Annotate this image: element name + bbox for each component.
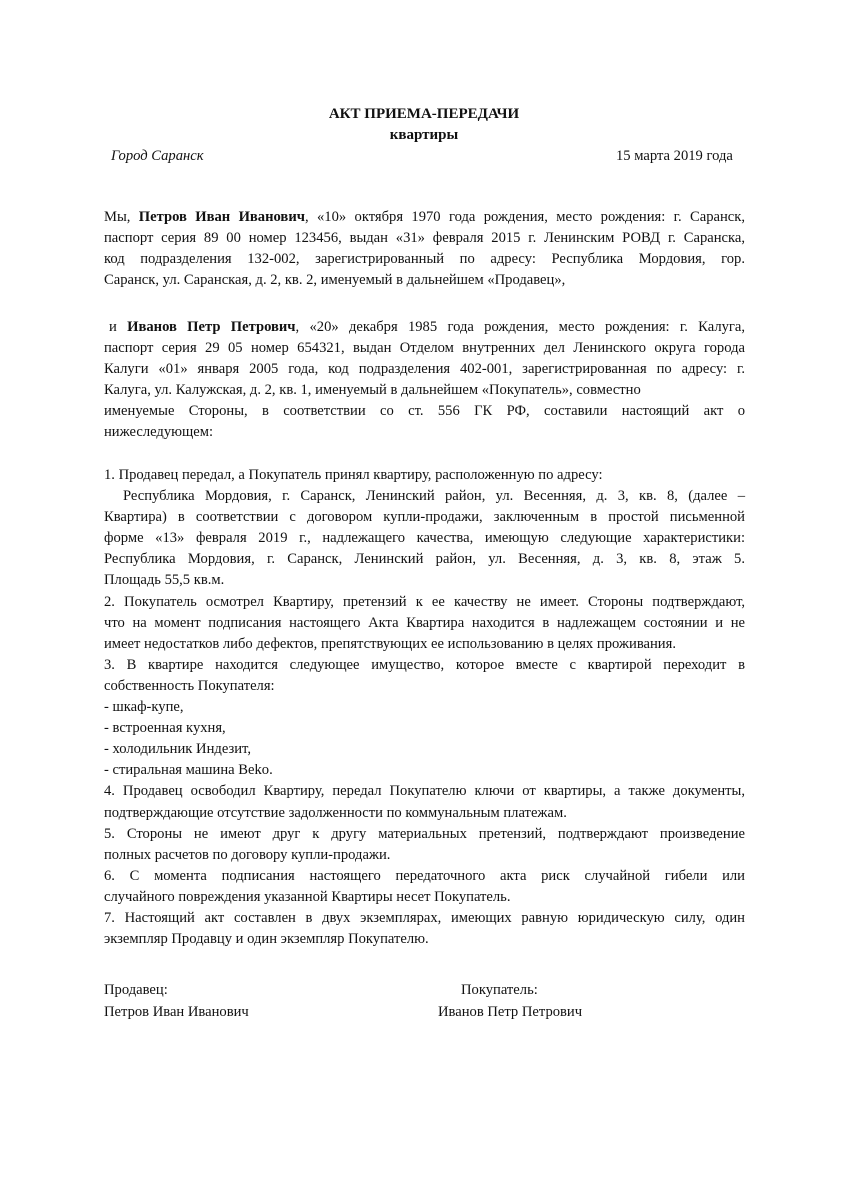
- seller-line-2: паспорт серия 89 00 номер 123456, выдан «31» февраля 2015 г. Ленинским РОВД г. Саранска,: [104, 230, 745, 247]
- city: Город Саранск: [111, 148, 204, 164]
- item-4-line-1: 4. Продавец освободил Квартиру, передал Покупателю ключи от квартиры, а также документы,: [104, 783, 745, 800]
- item-5-line-2: полных расчетов по договору купли-продажи.: [104, 846, 391, 863]
- buyer-name-bold: Иванов Петр Петрович: [127, 319, 296, 335]
- item-3-line-2: собственность Покупателя:: [104, 677, 275, 694]
- buyer-signature-name: Иванов Петр Петрович: [438, 1004, 583, 1020]
- seller-line-3: код подразделения 132-002, зарегистрированный по адресу: Республика Мордовия, гор.: [104, 251, 745, 268]
- seller-name-bold: Петров Иван Иванович: [138, 209, 305, 225]
- item-6-line-2: случайного повреждения указанной Квартиры несет Покупатель.: [104, 888, 511, 905]
- property-list-item: - стиральная машина Beko.: [104, 762, 273, 779]
- item-1-line-4: форме «13» февраля 2019 г., надлежащего качества, имеющую следующие характеристики:: [104, 530, 745, 547]
- item-7-line-1: 7. Настоящий акт составлен в двух экземплярах, имеющих равную юридическую силу, один: [104, 909, 745, 926]
- buyer-line-2: паспорт серия 29 05 номер 654321, выдан Отделом внутренних дел Ленинского округа города: [104, 340, 745, 357]
- seller-paragraph: [104, 207, 745, 291]
- buyer-paragraph: [104, 317, 745, 444]
- seller-line-4: Саранск, ул. Саранская, д. 2, кв. 2, именуемый в дальнейшем «Продавец»,: [104, 272, 566, 289]
- document-title: [0, 104, 848, 146]
- seller-line-1: Мы, Петров Иван Иванович, «10» октября 1970 года рождения, место рождения: г. Саранск,: [104, 209, 746, 225]
- item-7-line-2: экземпляр Продавцу и один экземпляр Покупателю.: [104, 931, 429, 948]
- buyer-line-4: Калуга, ул. Калужская, д. 2, кв. 1, именуемый в дальнейшем «Покупатель», совместно: [104, 382, 641, 399]
- seller-signature-label: Продавец:: [104, 982, 168, 998]
- items-list: [104, 465, 745, 950]
- property-list-item: - встроенная кухня,: [104, 720, 226, 737]
- item-2-line-2: что на момент подписания настоящего Акта Квартира находится в надлежащем состоянии и не: [104, 614, 745, 631]
- buyer-line-1: и Иванов Петр Петрович, «20» декабря 1985 года рождения, место рождения: г. Калуга,: [109, 319, 746, 335]
- item-2-line-3: имеет недостатков либо дефектов, препятствующих ее использованию в целях проживания.: [104, 635, 676, 652]
- item-4-line-2: подтверждающие отсутствие задолженности по коммунальным платежам.: [104, 804, 567, 821]
- item-6-line-1: 6. С момента подписания настоящего передаточного акта риск случайной гибели или: [104, 867, 745, 884]
- buyer-line-5: именуемые Стороны, в соответствии со ст. 556 ГК РФ, составили настоящий акт о: [104, 403, 745, 420]
- item-1-line-3: Квартира) в соответствии с договором купли-продажи, заключенным в простой письменной: [104, 509, 745, 526]
- buyer-line-3: Калуги «01» января 2005 года, код подразделения 402-001, зарегистрированная по адресу: г.: [104, 361, 745, 378]
- title-line-2: квартиры: [389, 127, 459, 143]
- document-date: 15 марта 2019 года: [616, 148, 733, 164]
- item-3-line-1: 3. В квартире находится следующее имущество, которое вместе с квартирой переходит в: [104, 656, 745, 673]
- item-1-line-6: Площадь 55,5 кв.м.: [104, 572, 225, 589]
- item-1-line-2: Республика Мордовия, г. Саранск, Ленинский район, ул. Весенняя, д. 3, кв. 8, (далее –: [123, 488, 745, 505]
- item-1-line-1: 1. Продавец передал, а Покупатель принял квартиру, расположенную по адресу:: [104, 467, 603, 483]
- item-1-line-5: Республика Мордовия, г. Саранск, Ленинский район, ул. Весенняя, д. 3, кв. 8, этаж 5.: [104, 551, 745, 568]
- buyer-signature-label: Покупатель:: [461, 982, 538, 998]
- title-line-1: АКТ ПРИЕМА-ПЕРЕДАЧИ: [328, 106, 520, 122]
- property-list-item: - холодильник Индезит,: [104, 741, 251, 758]
- item-5-line-1: 5. Стороны не имеют друг к другу материальных претензий, подтверждают произведение: [104, 825, 745, 842]
- seller-signature-name: Петров Иван Иванович: [104, 1004, 249, 1020]
- property-list-item: - шкаф-купе,: [104, 699, 184, 716]
- buyer-line-6: нижеследующем:: [104, 424, 214, 441]
- item-2-line-1: 2. Покупатель осмотрел Квартиру, претензий к ее качеству не имеет. Стороны подтверждают,: [104, 593, 745, 610]
